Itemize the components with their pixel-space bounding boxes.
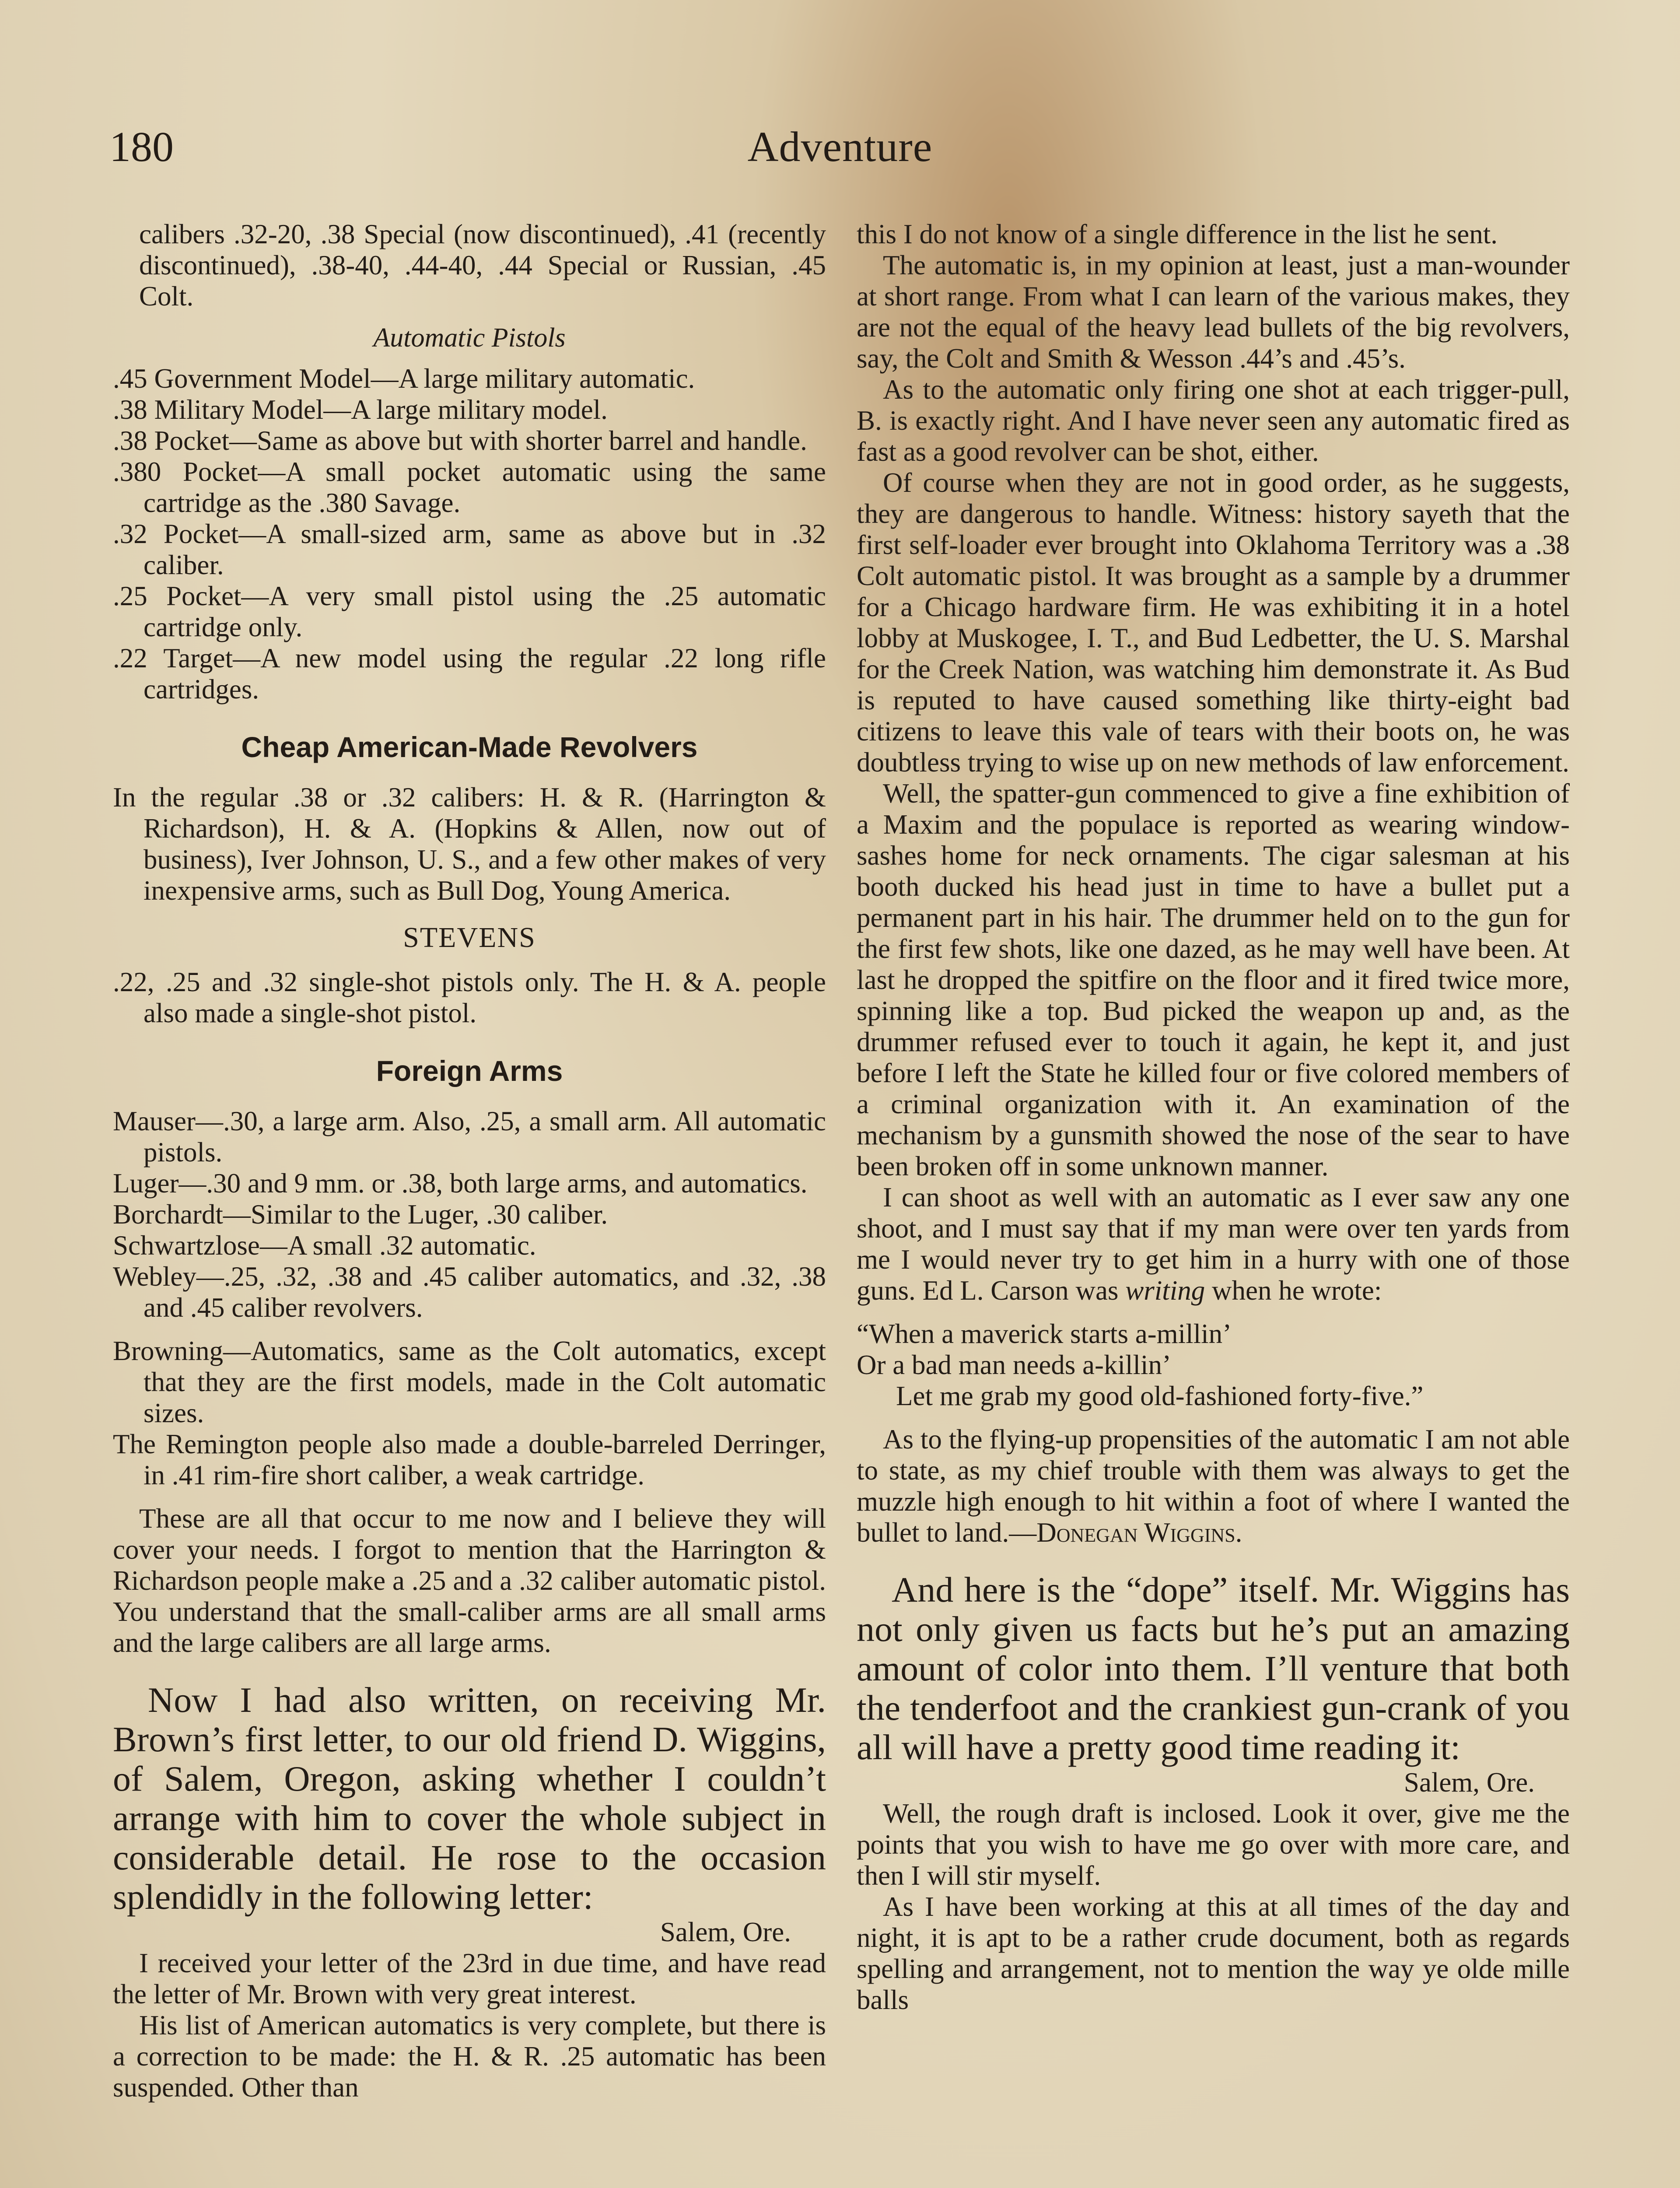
emphasis: writing xyxy=(1125,1275,1205,1306)
list-item: .38 Pocket—Same as above but with shorter barrel and handle. xyxy=(113,425,807,456)
left-column xyxy=(113,219,826,2103)
list-item: Webley—.25, .32, .38 and .45 caliber automatics, and .32, .38 and .45 caliber revolvers. xyxy=(113,1261,826,1323)
automatic-pistols-heading: Automatic Pistols xyxy=(373,323,566,353)
letter-paragraph: As to the flying-up propensities of the automatic I am not able to state, as my chief trouble with them was always to get the muzzle high enough to hit within a foot of where I wanted the bullet to land.—Donegan Wiggins. xyxy=(857,1424,1570,1548)
list-item: .45 Government Model—A large military automatic. xyxy=(113,363,695,394)
list-item: Luger—.30 and 9 mm. or .38, both large arms, and automatics. xyxy=(113,1168,808,1199)
verse-line: Let me grab my good old-fashioned forty-five.” xyxy=(896,1381,1424,1411)
automatic-pistols-list xyxy=(113,363,826,705)
right-column xyxy=(857,219,1570,2016)
list-item: .380 Pocket—A small pocket automatic using the same cartridge as the .380 Savage. xyxy=(113,456,826,518)
letter-paragraph: The automatic is, in my opinion at least, just a man-wounder at short range. From what I can learn of the various makes, they are not the equal of the heavy lead bullets of the big revolvers, say, the Colt and Smith & Wesson .44’s and .45’s. xyxy=(857,250,1570,374)
verse-quote xyxy=(857,1318,1570,1412)
editor-paragraph: And here is the “dope” itself. Mr. Wiggins has not only given us facts but he’s put an amazing amount of color into them. I’ll venture that both the tenderfoot and the crankiest gun-crank of you all will have a pretty good time reading it: xyxy=(857,1570,1570,1767)
letter-place: Salem, Ore. xyxy=(1404,1767,1535,1798)
letter-paragraph: I can shoot as well with an automatic as I ever saw any one shoot, and I must say that if my man were over ten yards from me I would never try to get him in a hurry with one of those guns. Ed L. Carson was writing when he wrote: xyxy=(857,1182,1570,1306)
foreign-arms-list-2 xyxy=(113,1336,826,1491)
letter-paragraph: As to the automatic only firing one shot at each trigger-pull, B. is exactly right. And I have never seen any automatic fired as fast as a good revolver can be shot, either. xyxy=(857,374,1570,467)
page-header xyxy=(109,123,1571,175)
page-number: 180 xyxy=(109,123,174,171)
list-item: .32 Pocket—A small-sized arm, same as above but in .32 caliber. xyxy=(113,519,826,580)
cheap-revolvers-text: In the regular .38 or .32 calibers: H. & R. (Harrington & Richardson), H. & A. (Hopkins & Allen, now out of business), Iver Johnson, U. S., and a few other makes of very inexpensive arms, such as Bull Dog, Young America. xyxy=(113,782,826,906)
letter-place: Salem, Ore. xyxy=(660,1917,791,1947)
list-item: .22 Target—A new model using the regular .22 long rifle cartridges. xyxy=(113,643,826,705)
cheap-revolvers-heading: Cheap American-Made Revolvers xyxy=(241,731,698,763)
editor-paragraph: Now I had also written, on receiving Mr. Brown’s first letter, to our old friend D. Wiggins, of Salem, Oregon, asking whether I couldn’t arrange with him to cover the whole subject in considerable detail. He rose to the occasion splendidly in the following letter: xyxy=(113,1680,826,1917)
verse-line: Or a bad man needs a-killin’ xyxy=(857,1350,1171,1380)
list-item: .25 Pocket—A very small pistol using the .25 automatic cartridge only. xyxy=(113,581,826,642)
letter-paragraph: Well, the spatter-gun commenced to give a fine exhibition of a Maxim and the populace is reported as wearing window-sashes home for neck ornaments. The cigar salesman at his booth ducked his head just in time to have a bullet put a permanent part in his hair. The drummer held on to the gun for the first few shots, like one dazed, as he may well have been. At last he dropped the spitfire on the floor and it fired twice more, spinning like a top. Bud picked the weapon up and, as the drummer refused ever to touch it again, he kept it, and just before I left the State he killed four or five colored members of a criminal organization with it. An examination of the mechanism by a gunsmith showed the nose of the sear to have been broken off in some unknown manner. xyxy=(857,778,1570,1182)
intro-paragraph: calibers .32-20, .38 Special (now discontinued), .41 (recently discontinued), .38-40, .44-40, .44 Special or Russian, .45 Colt. xyxy=(139,219,826,312)
list-item: The Remington people also made a double-barreled Derringer, in .41 rim-fire short caliber, a weak cartridge. xyxy=(113,1429,826,1490)
letter-paragraph: this I do not know of a single difference in the list he sent. xyxy=(857,219,1498,249)
letter-paragraph: I received your letter of the 23rd in due time, and have read the letter of Mr. Brown with very great interest. xyxy=(113,1948,826,2009)
closing-paragraph: These are all that occur to me now and I believe they will cover your needs. I forgot to mention that the Harrington & Richardson people make a .25 and a .32 caliber automatic pistol. You understand that the small-caliber arms are all small arms and the large calibers are all large arms. xyxy=(113,1503,826,1658)
letter-paragraph: Well, the rough draft is inclosed. Look it over, give me the points that you wish to have me go over with more care, and then I will stir myself. xyxy=(857,1798,1570,1891)
list-item: Schwartzlose—A small .32 automatic. xyxy=(113,1230,536,1261)
letter-paragraph: As I have been working at this at all times of the day and night, it is apt to be a rather crude document, both as regards spelling and arrangement, not to mention the way ye olde mille balls xyxy=(857,1891,1570,2015)
list-item: Mauser—.30, a large arm. Also, .25, a small arm. All automatic pistols. xyxy=(113,1106,826,1168)
foreign-arms-list xyxy=(113,1106,826,1323)
list-item: Borchardt—Similar to the Luger, .30 caliber. xyxy=(113,1199,608,1230)
running-title: Adventure xyxy=(747,123,933,171)
list-item: Browning—Automatics, same as the Colt automatics, except that they are the first models, made in the Colt automatic sizes. xyxy=(113,1336,826,1428)
foreign-arms-heading: Foreign Arms xyxy=(376,1055,563,1087)
stevens-heading: STEVENS xyxy=(403,922,536,954)
letter-paragraph: Of course when they are not in good order, as he suggests, they are dangerous to handle. Witness: history sayeth that the first self-loader ever brought into Oklahoma Territory was a .38 Colt automatic pistol. It was brought as a sample by a drummer for a Chicago hardware firm. He was exhibiting it in a hotel lobby at Muskogee, I. T., and Bud Ledbetter, the U. S. Marshal for the Creek Nation, was watching him demonstrate it. As Bud is reputed to have caused something like thirty-eight bad citizens to leave this vale of tears with their boots on, he was doubtless trying to wise up on new methods of law enforcement. xyxy=(857,467,1570,778)
signature: Donegan Wiggins. xyxy=(1036,1517,1242,1548)
letter-paragraph: His list of American automatics is very complete, but there is a correction to be made: the H. & R. .25 automatic has been suspended. Other than xyxy=(113,2010,826,2103)
stevens-text: .22, .25 and .32 single-shot pistols only. The H. & A. people also made a single-shot pistol. xyxy=(113,967,826,1028)
list-item: .38 Military Model—A large military model. xyxy=(113,394,608,425)
verse-line: “When a maverick starts a-millin’ xyxy=(857,1318,1232,1349)
